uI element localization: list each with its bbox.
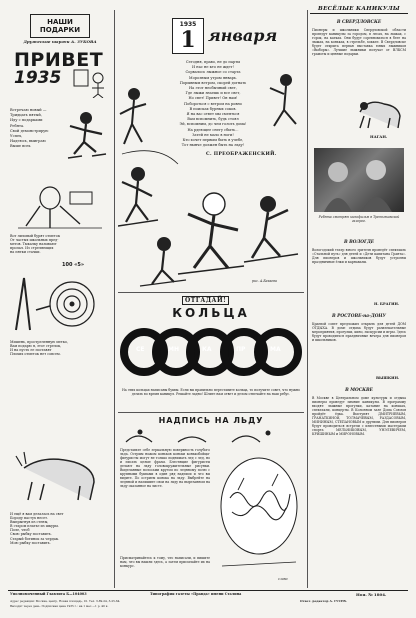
dog-illustration: [354, 92, 406, 132]
left-column: [8, 10, 112, 588]
footer-mid: Типография газеты «Правда» имени Сталина: [150, 592, 242, 596]
poem-line: Плохих отметок нет совсем.: [10, 352, 61, 357]
poem-line: Тот нынче должен быть на льду!: [181, 143, 245, 148]
holidays-title: ВЕСЁЛЫЕ КАНИКУЛЫ: [310, 6, 408, 14]
ice-text-2: Присматривайтесь к тому, что написали, и пишите нам, что вы нашли здесь, а затем присылайте их на конкурс.: [120, 556, 210, 568]
skaters-strip-illustration: [118, 426, 304, 446]
calendar-page: [172, 18, 204, 54]
bookworm-illustration: [10, 176, 110, 230]
ring-letters-2: МН: [168, 346, 179, 353]
photo-caption: Ребята смотрят кинофильм в Третьяковской галерее.: [318, 215, 400, 223]
ring-letters-3: КА: [202, 346, 212, 353]
poem-line: Кто хочет первым быть в учебе,: [182, 138, 244, 143]
poem-line: Выпрыгнув из стены,: [10, 520, 49, 525]
poem-line: Эй, вспомним, до чем голоть дома!: [179, 122, 247, 127]
gift-poem-1: [10, 108, 66, 150]
poem-line: Ребята.: [10, 123, 25, 128]
footer-right: Ноя. № 1804.: [356, 592, 387, 597]
riddle-caption: На этих кольцах написаны буквы. Если вы правильно переставите кольца, то получите совет, что нужно делать во время каникул. Решайте ладно! Шлите нам ответ и делом отвечайте на наш ребус.: [122, 388, 300, 396]
footer-rule: [8, 590, 408, 591]
footer-editor: Ответ. редактор А. ГУСЕВ.: [300, 599, 347, 603]
city-heading-rostov: В РОСТОВЕ-на-ДОНУ: [332, 314, 386, 319]
city-text-vologda: Вологодский театр юного зрителя проведёт спектакль «Стальной путь» для детей и «Дети капитана Гранта». Для пионеров и школьников будут устроены праздничные ёлки и карнавалы.: [312, 248, 406, 264]
poem-line: Надеюсь, выиграю: [10, 139, 46, 144]
footer-subscription: Выходит через день. Подписная цена 1935 г.: на 1 мес.—1 р. 40 к.: [10, 604, 109, 608]
poem-line: Бороду пастух несет.: [10, 516, 49, 521]
poem-line: Побороться с ветром на ровно: [184, 101, 242, 106]
poem-line: Старый ботинок за чердак.: [10, 536, 60, 541]
ring-letters-4: ПР: [236, 346, 246, 353]
column-rule-right: [307, 10, 308, 588]
poem-line: Мою рыбку поставить.: [10, 540, 51, 545]
poem-line: на пятки стачки.: [10, 250, 41, 255]
city-heading-moscow: В МОСКВЕ: [345, 388, 373, 393]
footer-left: Уполномоченный Главлита Б—104003: [10, 592, 87, 596]
skater-illustration: [64, 108, 110, 168]
gifts-header-box: [30, 14, 90, 38]
poem-line: И на пусть ее поставят: [10, 348, 52, 353]
footer-address: Адрес редакции: Москва, центр, Новая площадь, 10. Тел. 3-89-24, 3-25-64.: [10, 599, 121, 603]
city-heading-sverdlovsk: В СВЕРДЛОВСКЕ: [336, 20, 382, 25]
calendar-month: января: [208, 26, 278, 45]
gift-poem-2: [10, 234, 110, 254]
poem-line: Порывным ветром, скорей догнать: [179, 80, 247, 85]
poem-line: Затей не мало в ноги!: [192, 132, 234, 137]
poem-line: Свою рыбку поставить.: [10, 532, 52, 537]
ring-letters-5: МА: [270, 346, 281, 353]
gift-poem-4: [10, 512, 110, 545]
privet-word: ПРИВЕТ: [14, 49, 104, 71]
poem-line: В поисках бурных соков.: [189, 106, 237, 111]
poem-line: пропал. Из стреляющих: [10, 246, 54, 251]
city-heading-vologda: В ВОЛОГДЕ: [343, 240, 375, 245]
photo-silhouettes: [314, 148, 404, 212]
city-text-sverdlovsk: Пионеры и школьники Свердловской области проведут каникулы за городом, в лесах, на лыжах, с горок, на катках. Они будут соревноваться в беге на лыжах, на коньках, в стрельбе, хоккее. В Свердловске будет открыта первая выставка юных лыжников «Выборы». Лучшие лыжники получат от ВЛКСМ грамоты и ценные подарки.: [312, 28, 406, 56]
poem-line: Сегодня, право, не до парты: [185, 60, 241, 64]
poem-line: Вам подарю я, этот стрелок,: [10, 344, 62, 349]
column-rule-left: [114, 10, 115, 588]
children-photo: [314, 148, 404, 212]
privet-year: 1935: [14, 68, 62, 88]
poem-line: Мишень, простреленную метко,: [10, 340, 69, 344]
poem-line: От частых школьных пред-: [10, 238, 59, 243]
skiers-artist-credit: рис. А.Бахаева: [252, 279, 277, 283]
poem-line: И нас не кто не ждет!: [192, 65, 234, 70]
poem-line: В старом платье из шкуры.: [10, 524, 59, 529]
city-text-moscow: В Москве в Центральном доме культуры и отдыха пионеры проведут зимние каникулы. В программу входят: лыжные прогулки, катание на коньках, спектакли, концерты. В Колонном зале Дома Союзов пройдёт ёлка. Выступят ДМИТРИЕВЫМ, ГРАНАТКИНОЙ, ТОЛМАЧЕВЫМ, РАЗДАСОВЫМ, МИНИНЫМ, СТЕПАНОВЫМ и другими. Для пионеров будут проводиться встречи с известными мастерами спорта МЕЛЬНИКОВЫМ, УНЭЛЕВИЧЕМ, КРИШИНЫМ и МИРОНОВЫМ.: [312, 396, 406, 436]
poem-line: И ещё я вам делалась на свет: [10, 512, 64, 516]
ice-title: НАДПИСЬ НА ЛЬДУ: [158, 416, 264, 425]
gifts-subtitle: Дружеские шаржи А. ЗУБОВА: [23, 39, 97, 44]
author-vyshkin: ВЫШКИН.: [376, 376, 400, 380]
target-score: 100 «5»: [62, 262, 85, 268]
goat-illustration: [14, 448, 108, 506]
poem-line: Выше всех.: [10, 144, 32, 149]
poem-line: Успех,: [10, 134, 23, 139]
poem-line: Вот лиловый бурят отметок: [10, 234, 60, 238]
poem-line: Но свет! Привет! Он нам!: [188, 96, 238, 101]
shooting-target-illustration: [10, 260, 110, 332]
gift-poem-3: [10, 340, 110, 356]
poem-line: На рдеющее снегу сбыть...: [187, 127, 239, 132]
riddle-tag: ОТГАДАЙ!: [182, 296, 229, 305]
poem-line: метов. Тыкалку называют: [10, 242, 57, 247]
author-bragin: Н. БРАГИН.: [374, 302, 400, 306]
poem-line: Я на вас ответ мы смеяться: [186, 112, 240, 117]
poem-line: Сорвалось лыжное со старта: [185, 70, 241, 75]
poem-line: Поле, чтоб: [10, 528, 30, 533]
skiers-illustration: [118, 54, 304, 288]
middle-column: [118, 10, 304, 588]
right-column: [310, 6, 408, 588]
section-rule: [118, 412, 304, 413]
city-text-rostov: Краевой совет предложил открыть для детей ДОМ ОТДЫХА. В доме отдыха будут развлекательные мероприятия, прогулки, кино, экскурсии и игры. Здесь будут проводиться праздничные вечера для пионеров и школьников.: [312, 322, 406, 342]
riddle-title: КОЛЬЦА: [172, 306, 250, 320]
dog-name: НАГАН.: [370, 134, 388, 139]
section-rule: [118, 292, 304, 293]
poem-line: Вам вспомнить, будь стоял: [187, 117, 239, 122]
rings-puzzle: [120, 324, 302, 382]
poem-line: На этот необычный свет,: [189, 86, 237, 91]
poem-line: Морозным утром январь.: [188, 75, 238, 80]
ice-note: слово: [278, 577, 288, 581]
ice-text: Представьте себе зеркальную поверхность голубого льда. Острым ножом коньков коньки конькобойцы-фигуристы могут не только поднимать лед с лед, но и писать целые фразы. Блестящие фигуристы делают на льду головокружительные рисунки. Выделанные полосами кругом по ледяному полю с крупными буквами в один ряд надписи и что вы видите. По острием конька на льду. Выбрейте на ледяной и напишите свои на льду на вырезанном на льду сказанное на листе.: [120, 448, 210, 488]
calendar-day: 1: [180, 27, 196, 53]
gifts-header-top: НАШИ: [47, 18, 73, 26]
poem-line: Встречаю новый —: [10, 108, 47, 112]
poem-line: Где лыжи знаешь и все свет,: [185, 91, 241, 96]
gifts-header-bottom: ПОДАРКИ: [39, 26, 81, 34]
sign-figure-illustration: [70, 68, 110, 98]
ring-letters-1: СЕ: [136, 346, 145, 353]
poem-line: Свой демонстрирую: [10, 128, 49, 133]
poem-author: С. ПРЕОБРАЖЕНСКИЙ.: [206, 152, 277, 157]
ice-writing-illustration: [216, 450, 302, 582]
calendar-year: 1935: [179, 21, 197, 28]
poem-line: Иду с подарками: [10, 118, 43, 123]
poem-line: Тридцать пятый,: [10, 113, 42, 118]
